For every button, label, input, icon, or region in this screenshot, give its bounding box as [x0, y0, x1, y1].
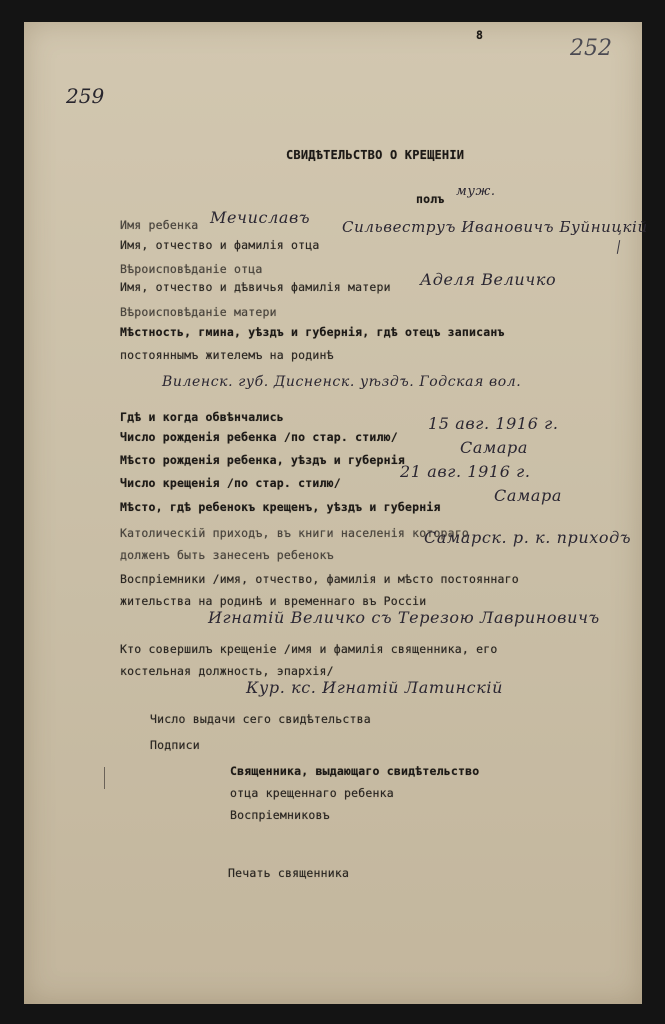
field-label: Вѣроисповѣданіе отца [120, 262, 263, 276]
field-value: 21 авг. 1916 г. [400, 462, 531, 481]
field-label: Число рожденія ребенка /по стар. стилю/ [120, 430, 398, 444]
archive-sheet-number: 252 [570, 36, 612, 61]
field-value: Самара [494, 486, 562, 505]
field-value: Игнатій Величко съ Терезою Лавриновичъ [208, 608, 600, 627]
signature-line: Воспріемниковъ [230, 808, 330, 822]
field-label: постояннымъ жителемъ на родинѣ [120, 348, 334, 362]
field-label: Католическій приходъ, въ книги населенія котораго [120, 526, 470, 540]
field-label: Число выдачи сего свидѣтельства [150, 712, 371, 726]
field-label: Гдѣ и когда обвѣнчались [120, 410, 284, 424]
field-label: костельная должность, эпархія/ [120, 664, 334, 678]
field-label: Число крещенія /по стар. стилю/ [120, 476, 341, 490]
gender-value: муж. [456, 184, 496, 199]
field-label: Вѣроисповѣданіе матери [120, 305, 277, 319]
field-label: Мѣсто рожденія ребенка, уѣздъ и губернія [120, 453, 405, 467]
signature-line: отца крещеннаго ребенка [230, 786, 394, 800]
ink-mark [617, 240, 620, 254]
field-value: Виленск. губ. Дисненск. уѣздъ. Годская вол. [162, 374, 522, 390]
field-value: Самарск. р. к. приходъ [424, 528, 632, 547]
field-value: Сильвеструъ Ивановичъ Буйницкій [342, 218, 648, 236]
field-value: Самара [460, 438, 528, 457]
field-label: Кто совершилъ крещеніе /имя и фамилія священника, его [120, 642, 498, 656]
field-label: Воспріемники /имя, отчество, фамилія и мѣсто постояннаго [120, 572, 519, 586]
document-title: СВИДѢТЕЛЬСТВО О КРЕЩЕНІИ [286, 148, 465, 162]
field-label: долженъ быть занесенъ ребенокъ [120, 548, 334, 562]
field-value: Мечиславъ [210, 208, 311, 227]
field-value: Аделя Величко [420, 270, 557, 289]
top-mark: 8 [476, 28, 484, 42]
field-label: Имя ребенка [120, 218, 199, 232]
signature-line: Священника, выдающаго свидѣтельство [230, 764, 480, 778]
gender-label: полъ [416, 192, 445, 206]
field-label: Имя, отчество и дѣвичья фамилія матери [120, 280, 391, 294]
document-sheet [24, 22, 648, 1004]
field-label: Имя, отчество и фамилія отца [120, 238, 320, 252]
margin-mark [104, 767, 105, 789]
field-label: жительства на родинѣ и временнаго въ Россіи [120, 594, 427, 608]
field-label: Мѣсто, гдѣ ребенокъ крещенъ, уѣздъ и губернія [120, 500, 441, 514]
field-label: Подписи [150, 738, 200, 752]
archive-page-number: 259 [66, 84, 105, 108]
seal-label: Печать священника [228, 866, 350, 880]
field-label: Мѣстность, гмина, уѣздъ и губернія, гдѣ отецъ записанъ [120, 325, 505, 339]
field-value: Кур. кс. Игнатій Латинскій [246, 678, 504, 697]
field-value: 15 авг. 1916 г. [428, 414, 559, 433]
